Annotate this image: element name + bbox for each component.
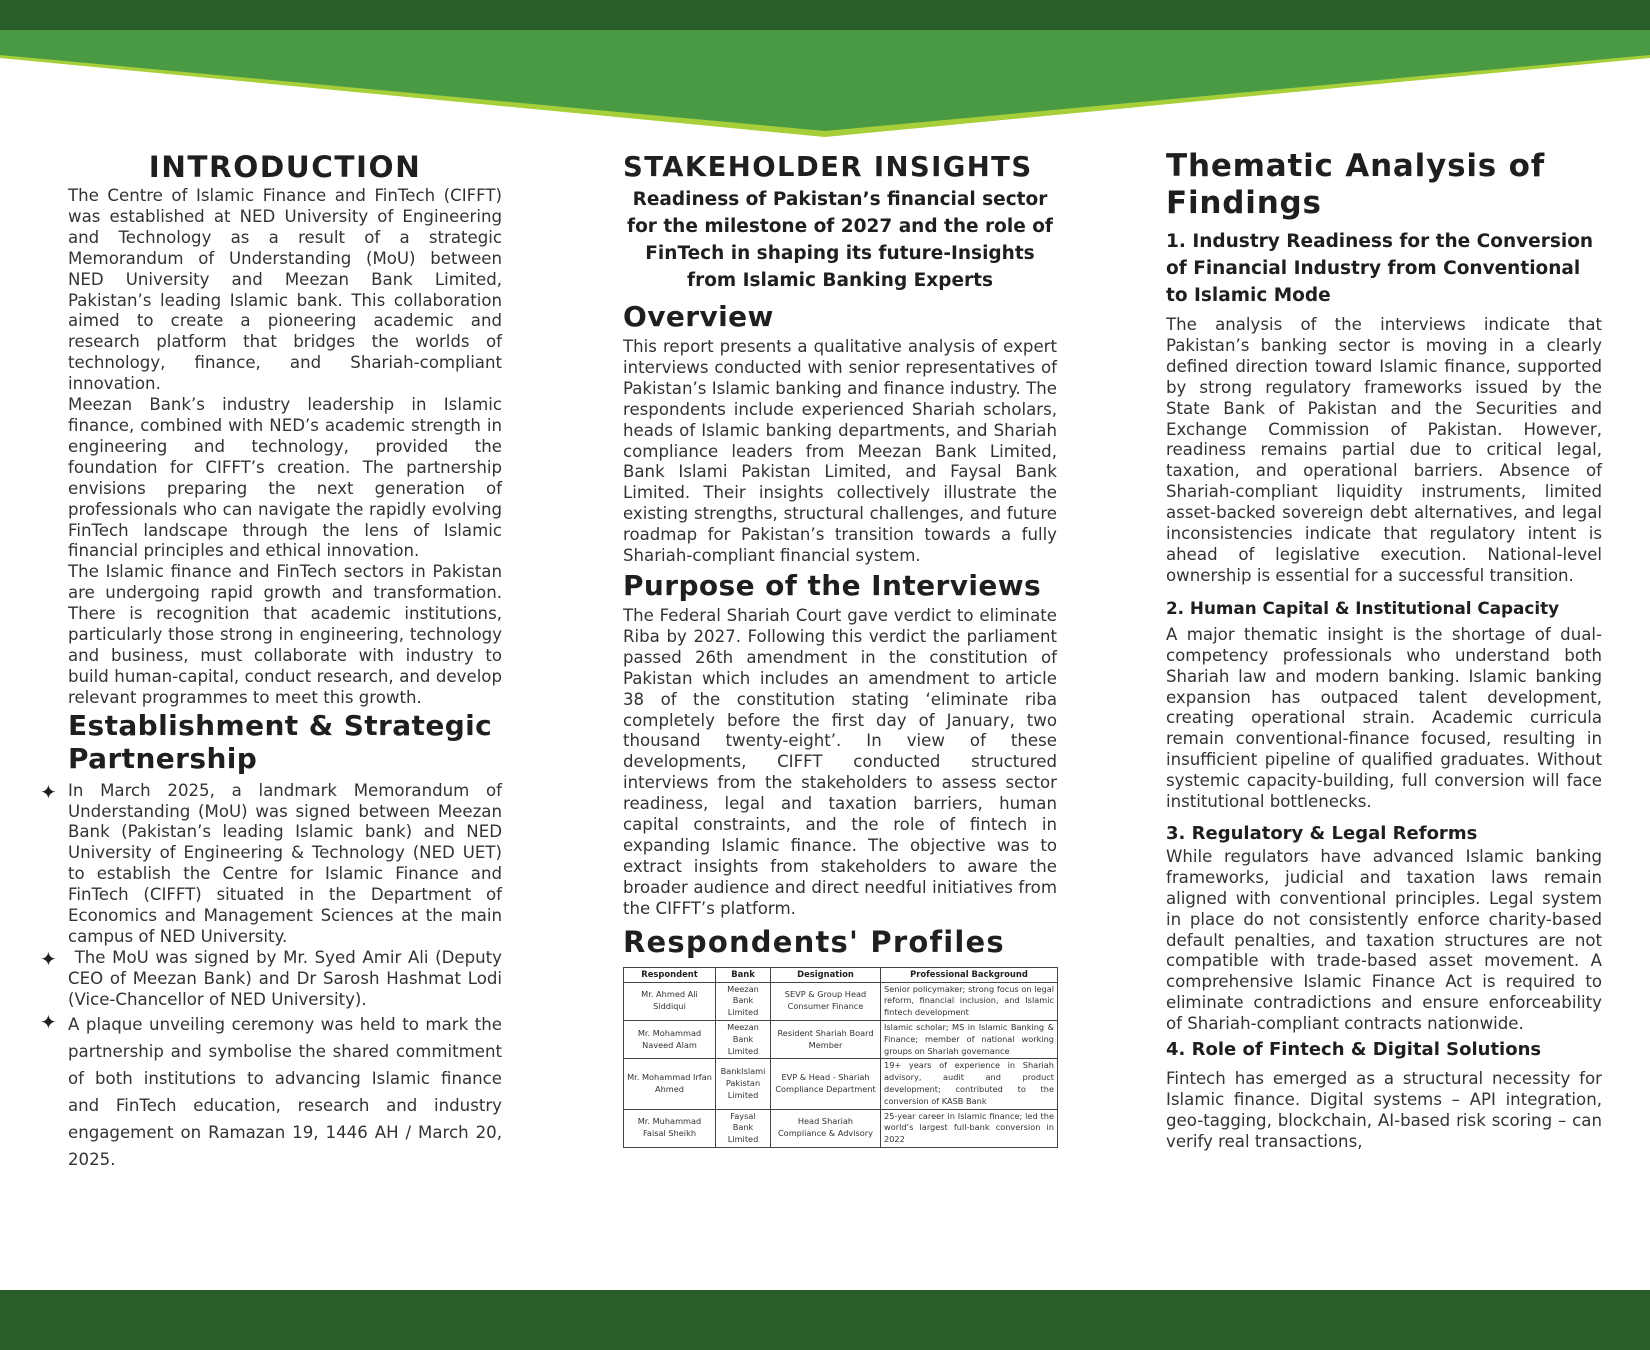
establishment-bullet-list (40, 779, 508, 1173)
list-item (40, 946, 508, 1011)
column-header: Bank (716, 967, 771, 982)
background-cell: Islamic scholar; MS in Islamic Banking & Finance; member of national working groups on Shariah governance (881, 1020, 1058, 1058)
table-row (624, 982, 1058, 1020)
stakeholder-heading: STAKEHOLDER INSIGHTS (623, 151, 1033, 183)
four-point-star-icon: ✦ (40, 1009, 57, 1034)
purpose-text: The Federal Shariah Court gave verdict to eliminate Riba by 2027. Following this verdict the parliament passed 26th amendment in the constitution of Pakistan which includes an amendment to article 38 of the constitution stating ‘eliminate riba completely before the first day of January, two thousand twenty-eight’. In view of these developments, CIFFT conducted structured interviews from the stakeholders to assess sector readiness, legal and taxation barriers, human capital constraints, and the role of fintech in expanding Islamic finance. The objective was to extract insights from stakeholders to aware the broader audience and direct needful initiatives from the CIFFT’s platform. (623, 605, 1057, 918)
table-row (624, 1020, 1058, 1058)
section-4-text: Fintech has emerged as a structural necessity for Islamic finance. Digital systems – API integration, geo-tagging, blockchain, AI-based risk scoring – can verify real transactions, (1166, 1069, 1602, 1151)
bank-cell: Meezan Bank Limited (716, 982, 771, 1020)
list-item (40, 1009, 502, 1173)
designation-cell: Head Shariah Compliance & Advisory (771, 1109, 881, 1147)
respondent-cell: Mr. Ahmed Ali Siddiqui (624, 982, 716, 1020)
top-chevron-banner (0, 0, 1650, 140)
column-header: Respondent (624, 967, 716, 982)
respondent-cell: Mr. Muhammad Faisal Sheikh (624, 1109, 716, 1147)
designation-cell: SEVP & Group Head Consumer Finance (771, 982, 881, 1020)
introduction-heading: INTRODUCTION (148, 150, 422, 184)
section-1-title: 1. Industry Readiness for the Conversion of Financial Industry from Conventional to Islamic Mode (1166, 231, 1594, 306)
table-header-row (624, 967, 1058, 982)
background-cell: 25-year career in Islamic finance; led the world’s largest full-bank conversion in 2022 (881, 1109, 1058, 1147)
banner-dark-stripe (0, 0, 1650, 30)
column-header: Designation (771, 967, 881, 982)
overview-text: This report presents a qualitative analysis of expert interviews conducted with senior representatives of Pakistan’s Islamic banking and finance industry. The respondents include experienced Shariah scholars, heads of Islamic banking departments, and Shariah compliance leaders from Meezan Bank Limited, Bank Islami Pakistan Limited, and Faysal Bank Limited. Their insights collectively illustrate the existing strengths, structural challenges, and future roadmap for Pakistan’s transition towards a fully Shariah-compliant financial system. (623, 337, 1057, 566)
table-row (624, 1059, 1058, 1109)
section-3-text: While regulators have advanced Islamic banking frameworks, judicial and taxation laws remain aligned with conventional principles. Legal system in place do not consistently enforce charity-based default penalties, and taxation structures are not compatible with trade-based asset movement. A comprehensive Islamic Finance Act is required to eliminate contradictions and ensure enforceability of Shariah-compliant contracts nationwide. (1166, 846, 1602, 1034)
four-point-star-icon: ✦ (40, 946, 57, 971)
intro-paragraph-3: The Islamic finance and FinTech sectors in Pakistan are undergoing rapid growth and transformation. There is recognition that academic institutions, particularly those strong in engineering, technology and business, must collaborate with industry to build human-capital, conduct research, and develop relevant programmes to meet this growth. (68, 562, 502, 707)
bullet-text-1: In March 2025, a landmark Memorandum of Understanding (MoU) was signed between Meezan Bank (Pakistan’s leading Islamic bank) and NED University of Engineering & Technology (NED UET) to establish the Centre for Islamic Finance and FinTech (CIFFT) situated in the Department of Economics and Management Sciences at the main campus of NED University. (68, 780, 502, 946)
bullet-text-2: The MoU was signed by Mr. Syed Amir Ali (Deputy CEO of Meezan Bank) and Dr Sarosh Hashmat Lodi (Vice-Chancellor of NED University). (68, 947, 508, 1009)
footer-bar (0, 1290, 1650, 1350)
section-1-text: The analysis of the interviews indicate that Pakistan’s banking sector is moving in a clearly defined direction toward Islamic finance, supported by strong regulatory frameworks issued by the State Bank of Pakistan and the Securities and Exchange Commission of Pakistan. However, readiness remains partial due to critical legal, taxation, and operational barriers. Absence of Shariah-compliant liquidity instruments, limited asset-backed sovereign debt alternatives, and legal inconsistencies indicate that regulatory intent is ahead of legislative execution. National-level ownership is essential for a successful transition. (1166, 315, 1602, 585)
section-3-title: 3. Regulatory & Legal Reforms (1166, 822, 1478, 844)
column-header: Professional Background (881, 967, 1058, 982)
thematic-column (1166, 148, 1602, 1153)
section-4-title: 4. Role of Fintech & Digital Solutions (1166, 1039, 1542, 1061)
introduction-column (40, 148, 508, 1173)
background-cell: 19+ years of experience in Shariah advisory, audit and product development; contributed to the conversion of KASB Bank (881, 1059, 1058, 1109)
background-cell: Senior policymaker; strong focus on legal reform, financial inclusion, and Islamic fintech development (881, 982, 1058, 1020)
designation-cell: EVP & Head - Shariah Compliance Department (771, 1059, 881, 1109)
section-2-title: 2. Human Capital & Institutional Capacity (1166, 597, 1560, 618)
thematic-heading: Thematic Analysis of Findings (1166, 148, 1545, 221)
respondent-cell: Mr. Mohammad Naveed Alam (624, 1020, 716, 1058)
section-2-text: A major thematic insight is the shortage of dual-competency professionals who understand both Shariah law and modern banking. Islamic banking expansion has outpaced talent development, creating operational strain. Academic curricula remain conventional-finance focused, resulting in insufficient pipeline of qualified graduates. Without systemic capacity-building, full conversion will face institutional bottlenecks. (1166, 624, 1602, 812)
list-item (40, 779, 502, 948)
bank-cell: Faysal Bank Limited (716, 1109, 771, 1147)
respondents-table (623, 967, 1058, 1148)
stakeholder-column (623, 148, 1057, 1148)
designation-cell: Resident Shariah Board Member (771, 1020, 881, 1058)
bank-cell: Meezan Bank Limited (716, 1020, 771, 1058)
table-row (624, 1109, 1058, 1147)
intro-paragraph-1: The Centre of Islamic Finance and FinTech (CIFFT) was established at NED University of Engineering and Technology as a result of a strategic Memorandum of Understanding (MoU) between NED University and Meezan Bank Limited, Pakistan’s leading Islamic bank. This collaboration aimed to create a pioneering academic and research platform that bridges the worlds of technology, finance, and Shariah-compliant innovation. (68, 186, 502, 394)
establishment-heading: Establishment & Strategic Partnership (68, 708, 493, 775)
intro-paragraph-2: Meezan Bank’s industry leadership in Islamic finance, combined with NED’s academic strength in engineering and technology, provided the foundation for CIFFT’s creation. The partnership envisions preparing the next generation of professionals who can navigate the rapidly evolving FinTech landscape through the lens of Islamic financial principles and ethical innovation. (68, 395, 502, 561)
respondent-cell: Mr. Mohammad Irfan Ahmed (624, 1059, 716, 1109)
bank-cell: BankIslami Pakistan Limited (716, 1059, 771, 1109)
purpose-heading: Purpose of the Interviews (623, 568, 1042, 602)
four-point-star-icon: ✦ (40, 779, 57, 804)
stakeholder-subtitle: Readiness of Pakistan’s financial sector for the milestone of 2027 and the role of FinTech in shaping its future-Insights from Islamic Banking Experts (627, 189, 1053, 291)
overview-heading: Overview (623, 300, 774, 333)
profiles-heading: Respondents' Profiles (623, 924, 1005, 959)
bullet-text-3: A plaque unveiling ceremony was held to mark the partnership and symbolise the shared commitment of both institutions to advancing Islamic finance and FinTech education, research and industry engagement on Ramazan 19, 1446 AH / March 20, 2025. (68, 1014, 502, 1169)
